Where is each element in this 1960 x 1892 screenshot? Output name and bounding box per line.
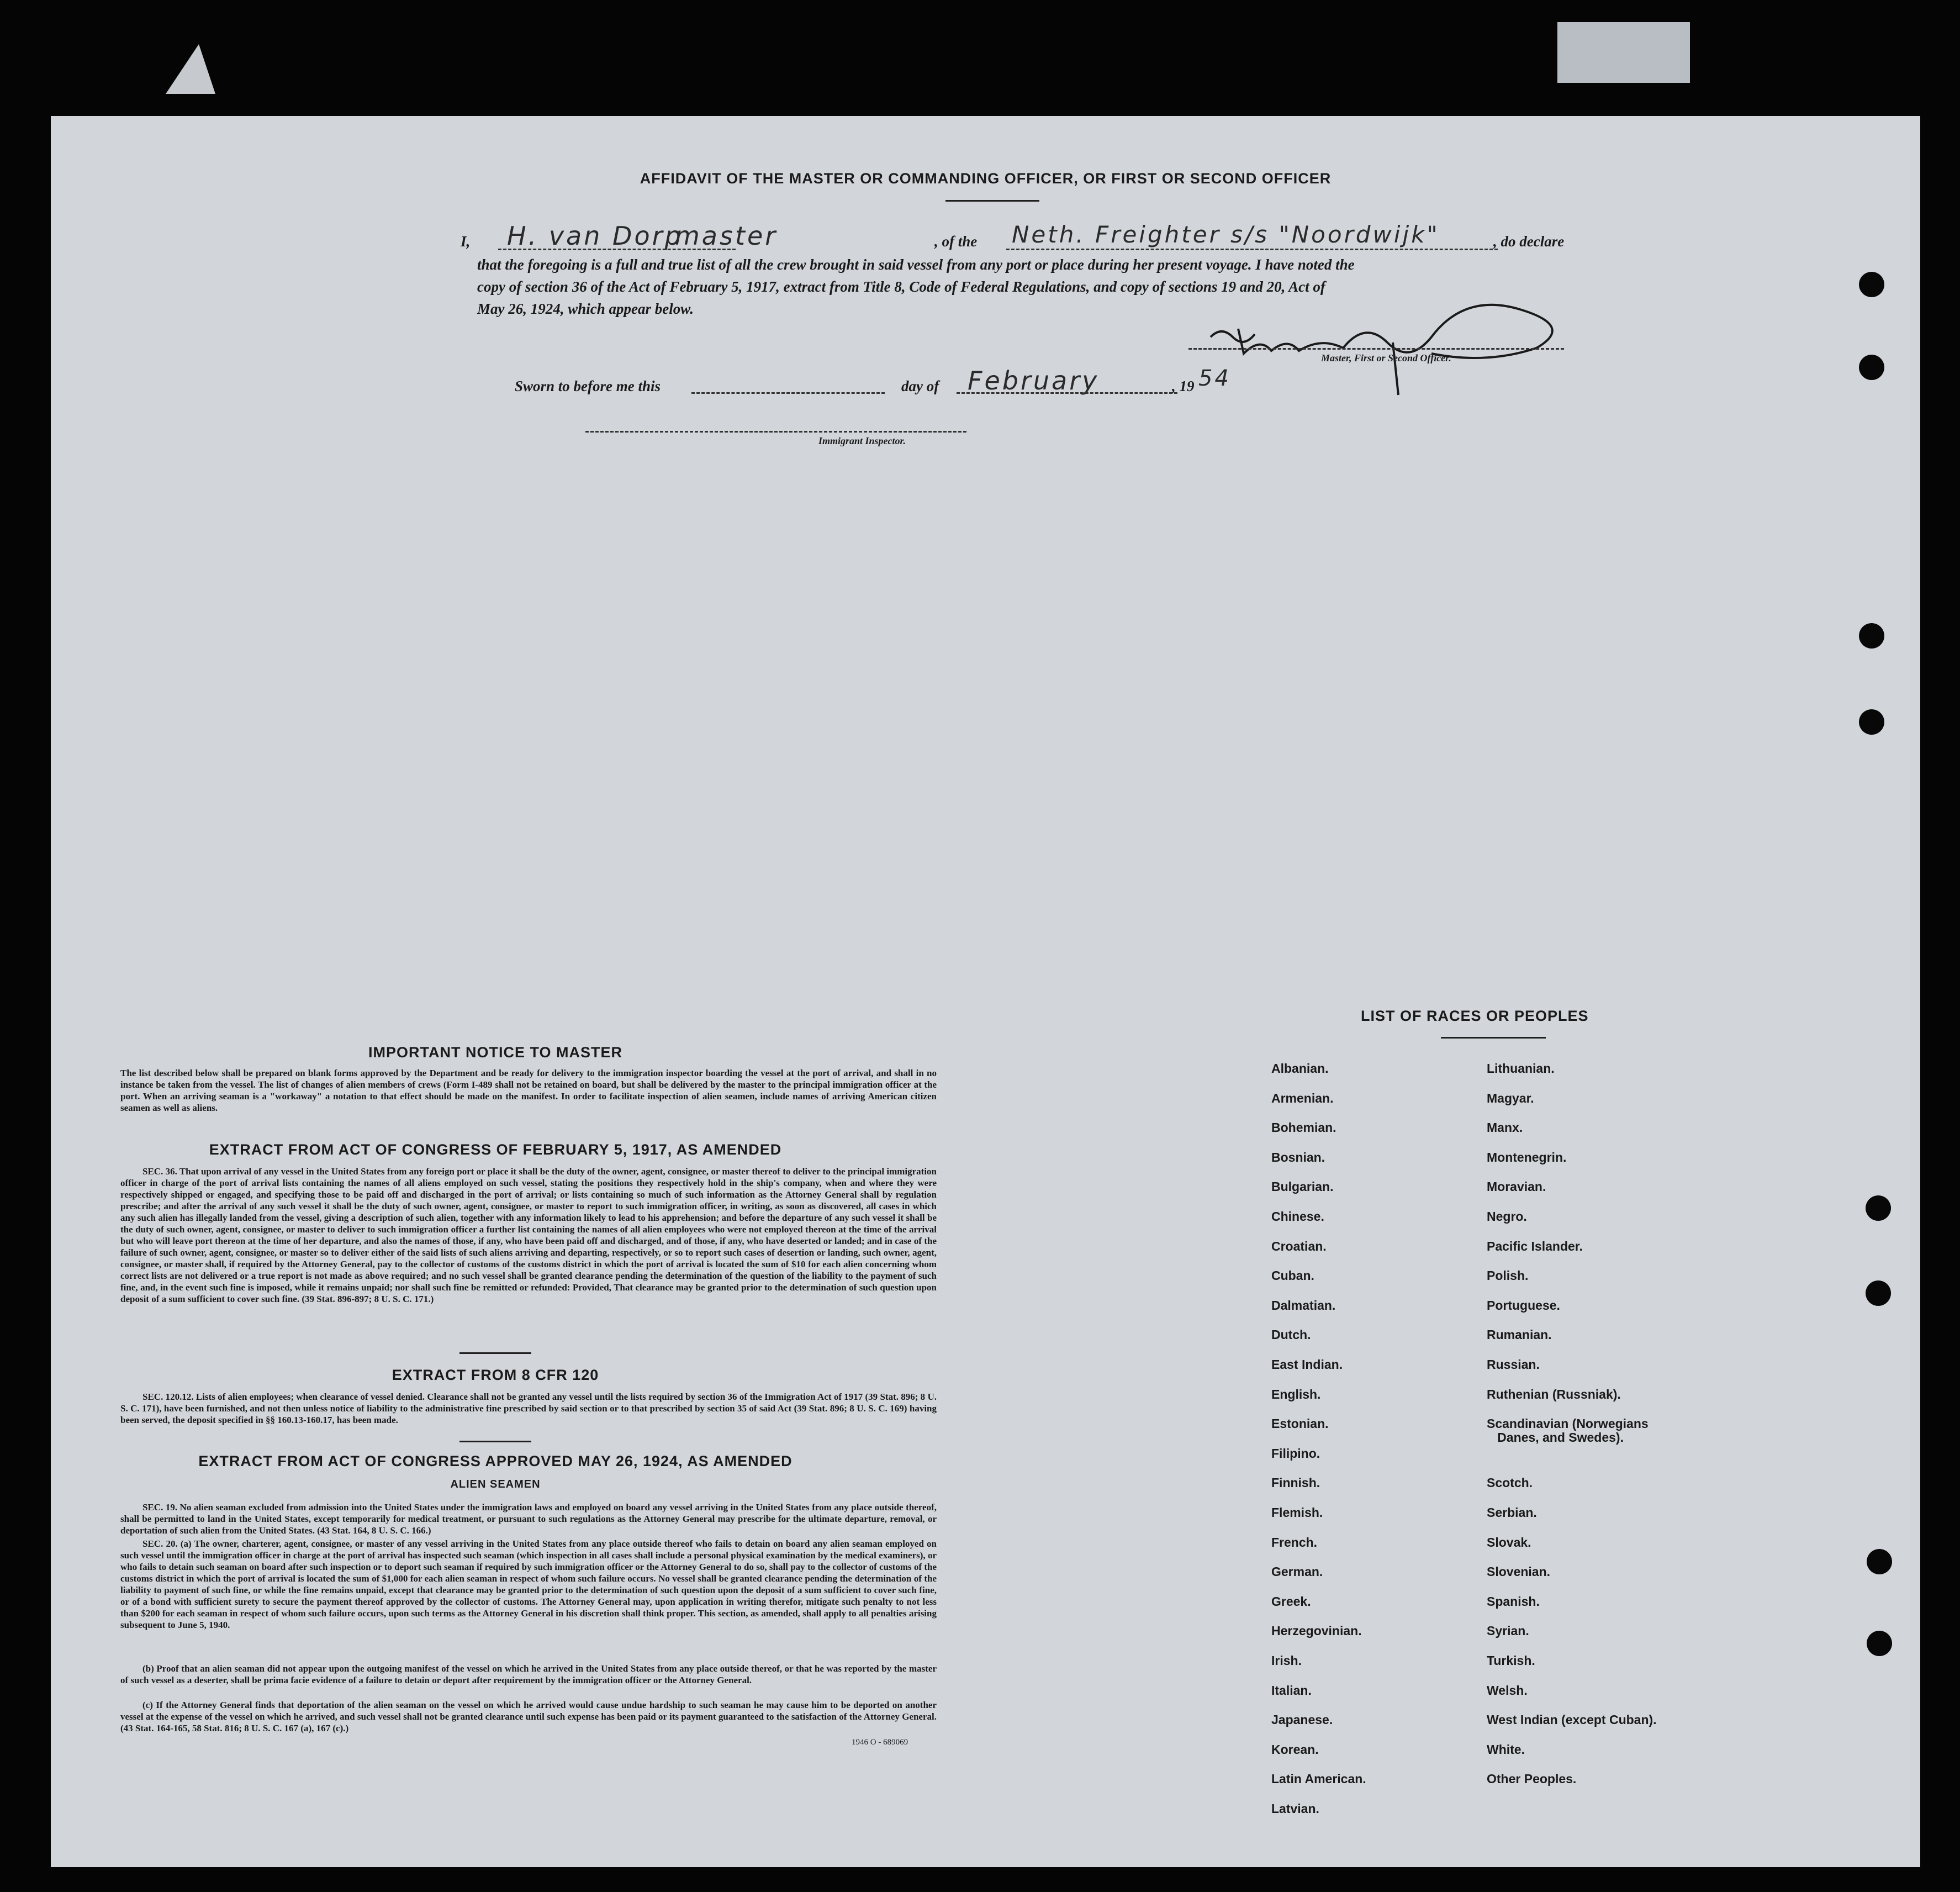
race-item: East Indian. — [1271, 1357, 1343, 1372]
race-item: Moravian. — [1487, 1179, 1546, 1194]
races-title-rule — [1441, 1037, 1546, 1039]
race-item: Latvian. — [1271, 1801, 1319, 1816]
race-item: Welsh. — [1487, 1683, 1528, 1698]
race-item: Negro. — [1487, 1209, 1527, 1224]
signature-line — [1188, 348, 1564, 350]
affidavit-title: AFFIDAVIT OF THE MASTER OR COMMANDING OFFICER, OR FIRST OR SECOND OFFICER — [640, 170, 1332, 187]
extract-1917-title: EXTRACT FROM ACT OF CONGRESS OF FEBRUARY 5, 1917, AS AMENDED — [209, 1141, 782, 1158]
divider-2 — [459, 1441, 531, 1442]
race-item: Scandinavian (Norwegians Danes, and Swedes). — [1487, 1416, 1649, 1445]
race-item: Cuban. — [1271, 1268, 1314, 1283]
extract-8cfr-body: SEC. 120.12. Lists of alien employees; when clearance of vessel denied. Clearance shall not be granted any vessel until the lists required by section 36 of the Immigration Act of 1917 (39 Stat. 896; 8 U. S. C. 171), have been furnished, and not then unless notice of liability to the administrative fine prescribed by said section or to that prescribed by section 35 of said Act (39 Stat. 896; 8 U. S. C. 169) having been served, the deposit specified in §§ 160.13-160.17, has been made. — [120, 1392, 937, 1425]
race-item: Italian. — [1271, 1683, 1312, 1698]
sec-20a-text: SEC. 20. (a) The owner, charterer, agent, consignee, or master of any vessel arriving in the United States from any place outside thereof who fails to detain on board any alien seaman employed on such vessel until the immigration officer in charge at the port of arrival has inspected such seaman (which inspection in all cases shall include a personal physical examination by the medical examiners), or who fails to detain such seaman on board after such inspection or to deport such seaman if required by such immigration officer or the Attorney General to do so, shall pay to the collector of customs of the customs district in which the port of arrival is located the sum of $1,000 for each alien seaman in respect of whom such failure occurs. No vessel shall be granted clearance pending the determination of the liability to payment of such fine, or while the fine remains unpaid, except that clearance may be granted prior to the determination of such question upon the deposit of a sum sufficient to cover such fine, or of a bond with sufficient surety to secure the payment thereof approved by the collector of customs. The Attorney General may, upon application in writing therefor, mitigate such penalty to not less than $200 for each seaman in respect of whom such failure occurs, upon such terms as the Attorney General in his discretion shall think proper. This section, as amended, shall apply to all penalties arising subsequent to June 5, 1940. — [120, 1538, 937, 1630]
signature-caption: Master, First or Second Officer. — [1321, 352, 1451, 363]
race-item: Greek. — [1271, 1594, 1311, 1609]
race-item: West Indian (except Cuban). — [1487, 1712, 1657, 1727]
alien-seamen-subtitle: ALIEN SEAMEN — [450, 1478, 541, 1490]
handwritten-title: master — [675, 221, 778, 251]
sec-19-text: SEC. 19. No alien seaman excluded from admission into the United States under the immigration laws and employed on board any vessel arriving in the United States from any place outside thereof, shall be permitted to land in the United States, except temporarily for medical treatment, or pursuant to such regulations as the Attorney General may prescribe for the ultimate departure, removal, or deportation of such alien from the United States. (43 Stat. 164, 8 U. S. C. 166.) — [120, 1502, 937, 1536]
form-sheet — [51, 116, 1920, 1867]
race-item: Croatian. — [1271, 1239, 1327, 1253]
race-item: Montenegrin. — [1487, 1150, 1567, 1164]
race-item: Polish. — [1487, 1268, 1529, 1283]
scan-margin-tab — [1557, 22, 1690, 83]
notice-title: IMPORTANT NOTICE TO MASTER — [368, 1044, 622, 1061]
race-item: Dalmatian. — [1271, 1298, 1336, 1313]
of-the-text: , of the — [934, 233, 978, 250]
race-item: Slovak. — [1487, 1535, 1531, 1550]
sworn-text: Sworn to before me this — [515, 378, 661, 394]
affidavit-line-2: that the foregoing is a full and true list of all the crew brought in said vessel from any port or place during her present voyage. I have noted the — [477, 256, 1355, 273]
sec-20b-text: (b) Proof that an alien seaman did not appear upon the outgoing manifest of the vessel on which he arrived in the United States from any place outside thereof, or that he was reported by the master of such vessel as a deserter, shall be prima facie evidence of a failure to detain or deport after requirement by the immigration officer or the Attorney General. — [120, 1663, 937, 1685]
race-item: Spanish. — [1487, 1594, 1540, 1609]
race-item: Bulgarian. — [1271, 1179, 1334, 1194]
race-item: Pacific Islander. — [1487, 1239, 1583, 1253]
title-rule — [945, 200, 1039, 202]
race-item: Latin American. — [1271, 1772, 1366, 1786]
race-item: Japanese. — [1271, 1712, 1333, 1727]
race-item: English. — [1271, 1387, 1321, 1401]
race-item: Albanian. — [1271, 1061, 1329, 1076]
race-item: Flemish. — [1271, 1505, 1323, 1520]
print-code: 1946 O - 689069 — [852, 1738, 908, 1747]
race-item: Rumanian. — [1487, 1327, 1552, 1342]
race-item: Bohemian. — [1271, 1120, 1336, 1135]
race-item: Other Peoples. — [1487, 1772, 1577, 1786]
year-prefix: , 19 — [1172, 378, 1195, 394]
race-item: Scotch. — [1487, 1475, 1533, 1490]
race-item: Turkish. — [1487, 1653, 1535, 1668]
sworn-day-line — [691, 392, 885, 394]
affidavit-prefix: I, — [461, 233, 471, 250]
race-item: Russian. — [1487, 1357, 1540, 1372]
race-item: Dutch. — [1271, 1327, 1311, 1342]
do-declare-text: , do declare — [1493, 233, 1565, 250]
vessel-blank-line — [1006, 249, 1498, 250]
race-item: Manx. — [1487, 1120, 1523, 1135]
races-title: LIST OF RACES OR PEOPLES — [1361, 1008, 1589, 1024]
race-item: Chinese. — [1271, 1209, 1324, 1224]
race-item: Herzegovinian. — [1271, 1624, 1362, 1638]
handwritten-vessel: Neth. Freighter s/s "Noordwijk" — [1012, 221, 1440, 248]
handwritten-month: February — [968, 366, 1100, 396]
race-item: Ruthenian (Russniak). — [1487, 1387, 1621, 1401]
race-item: Portuguese. — [1487, 1298, 1560, 1313]
day-of-text: day of — [901, 378, 939, 394]
binder-hole — [1859, 355, 1884, 380]
extract-8cfr-title: EXTRACT FROM 8 CFR 120 — [392, 1367, 599, 1383]
binder-hole — [1859, 623, 1884, 649]
race-item: German. — [1271, 1564, 1323, 1579]
race-item: Finnish. — [1271, 1475, 1320, 1490]
affidavit-line-3: copy of section 36 of the Act of February 5, 1917, extract from Title 8, Code of Federal Regulations, and copy of sections 19 and 20, Act of — [477, 278, 1325, 295]
race-item: Slovenian. — [1487, 1564, 1551, 1579]
race-item: Estonian. — [1271, 1416, 1329, 1431]
notice-body: The list described below shall be prepared on blank forms approved by the Department and be ready for delivery to the immigration inspector boarding the vessel at the port of arrival, and shall in no instance be taken from the vessel. The list of changes of alien members of crews (Form I-489 shall not be retained on board, but shall be delivered by the master to the principal immigration officer at the port. When an arriving seaman is a "workaway" a notation to that effect should be made on the manifest. In order to facilitate inspection of alien seamen, include names of arriving American citizen seamen as well as aliens. — [120, 1068, 937, 1113]
binder-hole — [1859, 709, 1884, 735]
binder-hole — [1866, 1280, 1891, 1306]
race-item: Bosnian. — [1271, 1150, 1325, 1164]
race-item: Lithuanian. — [1487, 1061, 1555, 1076]
handwritten-year: 54 — [1198, 366, 1231, 391]
race-item: White. — [1487, 1742, 1525, 1757]
race-item: Filipino. — [1271, 1446, 1320, 1461]
sec-20c-text: (c) If the Attorney General finds that deportation of the alien seaman on the vessel on which he arrived would cause undue hardship to such seaman he may cause him to be deported on another vessel at the expense of the vessel on which he arrived, and such vessel shall not be granted clearance until such expense has been paid or its payment guaranteed to the satisfaction of the Attorney General. (43 Stat. 164-165, 58 Stat. 816; 8 U. S. C. 167 (a), 167 (c).) — [120, 1700, 937, 1733]
divider-1 — [459, 1352, 531, 1354]
scan-margin-notch — [166, 44, 215, 94]
inspector-caption: Immigrant Inspector. — [818, 435, 906, 446]
race-item: Serbian. — [1487, 1505, 1537, 1520]
race-item: French. — [1271, 1535, 1318, 1550]
binder-hole — [1859, 272, 1884, 297]
master-signature — [1177, 276, 1608, 403]
handwritten-master-name: H. van Dorp — [507, 221, 683, 251]
race-item: Syrian. — [1487, 1624, 1529, 1638]
sworn-month-line — [957, 392, 1177, 394]
binder-hole — [1866, 1195, 1891, 1221]
inspector-line — [585, 431, 966, 433]
race-item: Irish. — [1271, 1653, 1302, 1668]
extract-1917-body: SEC. 36. That upon arrival of any vessel in the United States from any foreign port or place it shall be the duty of the owner, agent, consignee, or master thereof to deliver to the principal immigration officer in charge of the port of arrival lists containing the names of all aliens employed on such vessel, stating the positions they respectively hold in the ship's company, when and where they were respectively shipped or engaged, and specifying those to be paid off and discharged in the port of arrival; or lists containing so much of such information as the Attorney General shall by regulation prescribe; and after the arrival of any such vessel it shall be the duty of such owner, agent, consignee, or master to report to such immigration officer, in writing, as soon as discovered, all cases in which any such alien has illegally landed from the vessel, giving a description of such alien, together with any information likely to lead to his apprehension; and before the departure of any such vessel it shall be the duty of such owner, agent, consignee, or master to deliver to such immigration officer a further list containing the names of all alien employees who were not employed thereon at the time of the arrival but who will leave port thereon at the time of her departure, and also the names of those, if any, who have been paid off and discharged, and of those, if any, who have deserted or landed; and in case of the failure of such owner, agent, consignee, or master so to deliver either of the said lists of such aliens arriving and departing, respectively, or so to report such cases of desertion or landing, such owner, agent, consignee, or master shall, if required by the Attorney General, pay to the collector of customs of the customs district in which the port of arrival is located the sum of $10 for each alien concerning whom correct lists are not delivered or a true report is not made as above required; and no such vessel shall be granted clearance pending the determination of the question of the liability to the payment of such fine, and, in the event such fine is imposed, while it remains unpaid; nor shall such fine be remitted or refunded: Provided, That clearance may be granted prior to the determination of such question upon deposit of a sum sufficient to cover such fine. (39 Stat. 896-897; 8 U. S. C. 171.) — [120, 1166, 937, 1304]
extract-1924-title: EXTRACT FROM ACT OF CONGRESS APPROVED MAY 26, 1924, AS AMENDED — [198, 1453, 793, 1469]
race-item: Armenian. — [1271, 1090, 1334, 1105]
affidavit-line-4: May 26, 1924, which appear below. — [477, 301, 694, 317]
race-item: Magyar. — [1487, 1090, 1534, 1105]
race-item: Korean. — [1271, 1742, 1319, 1757]
binder-hole — [1867, 1631, 1892, 1656]
binder-hole — [1867, 1549, 1892, 1574]
